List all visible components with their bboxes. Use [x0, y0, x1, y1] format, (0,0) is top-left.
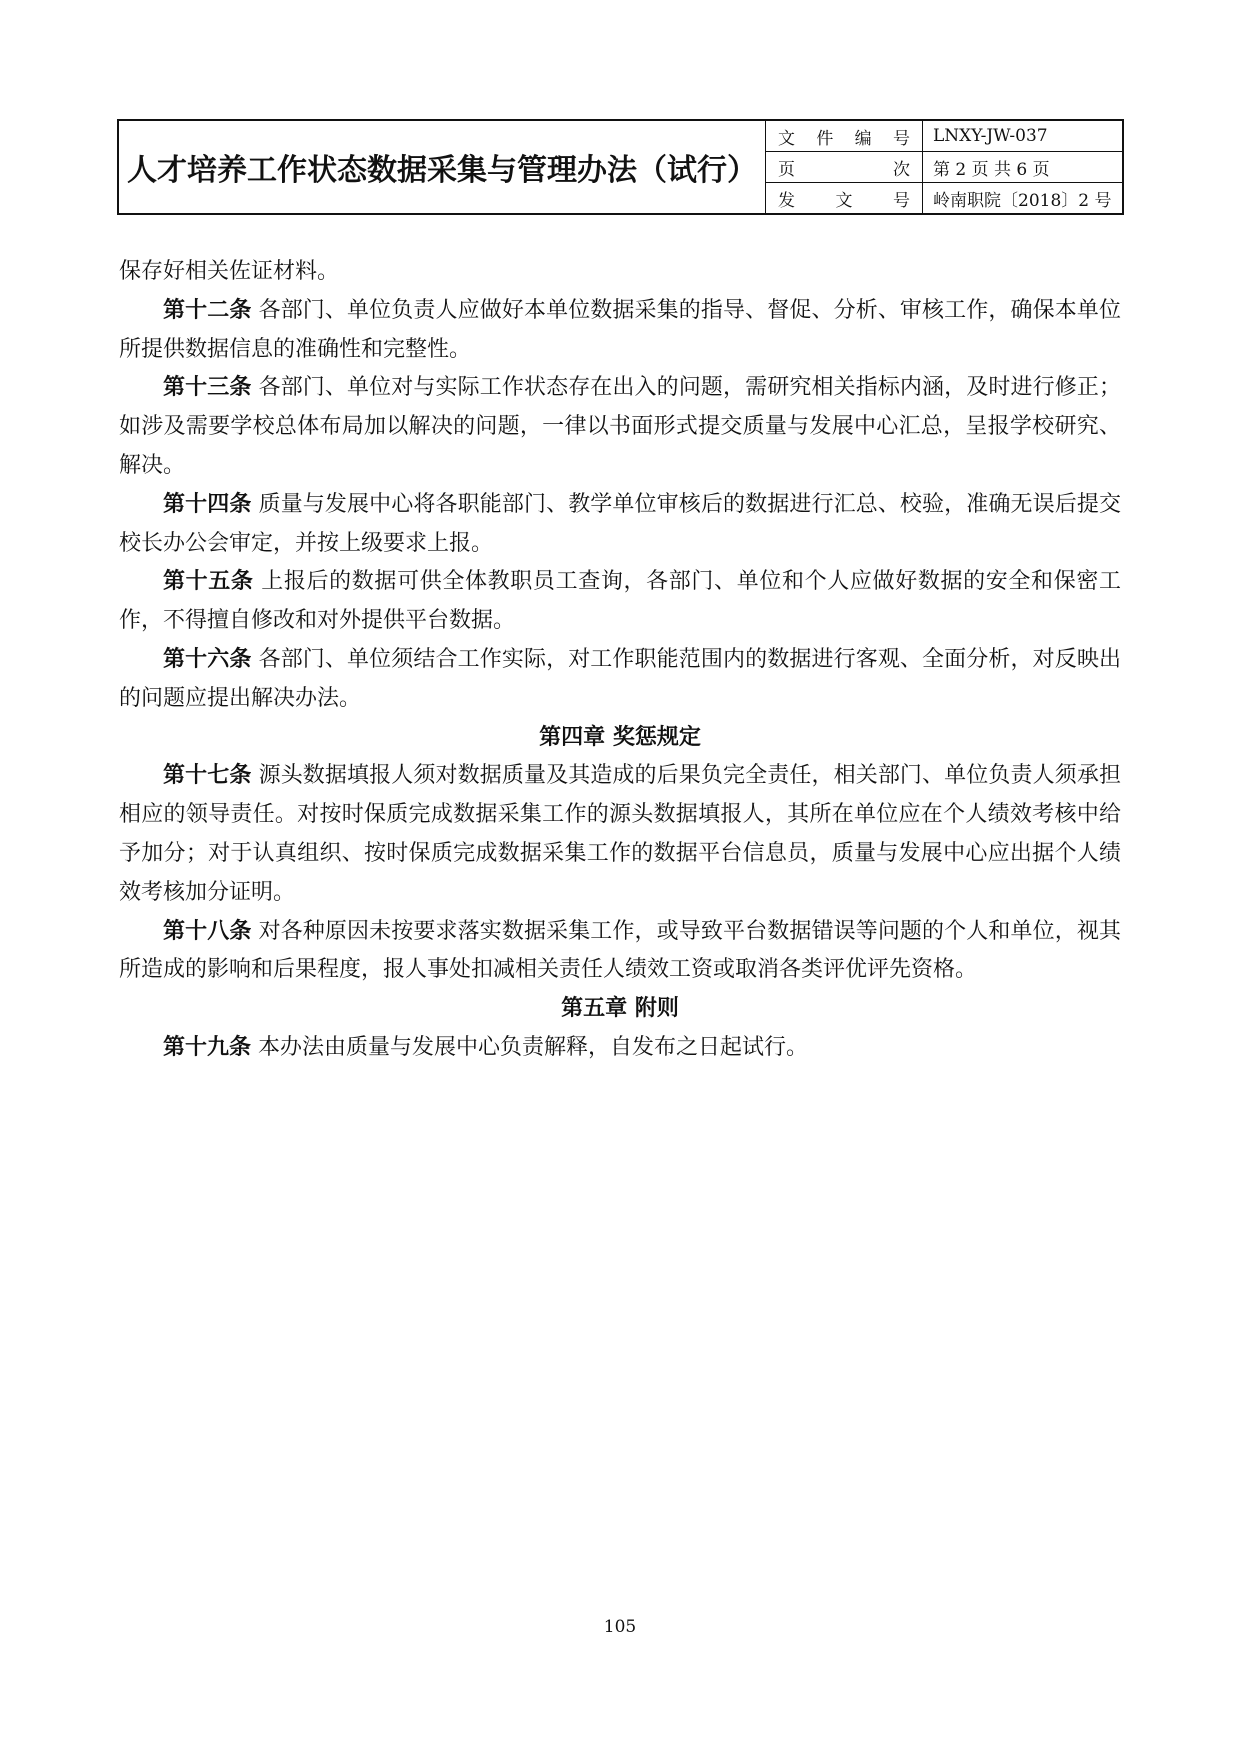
article-18	[119, 913, 1121, 991]
file-number-label: 文件编号	[766, 120, 923, 152]
article-17	[119, 757, 1121, 912]
article-number: 第十七条	[163, 763, 252, 789]
issue-number-label: 发文号	[766, 183, 923, 215]
chapter-heading-4: 第四章 奖惩规定	[539, 724, 701, 750]
article-13	[119, 369, 1121, 485]
file-number-value: LNXY-JW-037	[923, 120, 1124, 152]
article-text: 源头数据填报人须对数据质量及其造成的后果负完全责任，相关部门、单位负责人须承担相应的领导责任。对按时保质完成数据采集工作的源头数据填报人，其所在单位应在个人绩效考核中给予加分；对于认真组织、按时保质完成数据采集工作的数据平台信息员，质量与发展中心应出据个人绩效考核加分证明。	[119, 763, 1121, 905]
article-text: 本办法由质量与发展中心负责解释，自发布之日起试行。	[258, 1034, 809, 1060]
article-text: 质量与发展中心将各职能部门、教学单位审核后的数据进行汇总、校验，准确无误后提交校长办公会审定，并按上级要求上报。	[119, 491, 1121, 556]
article-text: 对各种原因未按要求落实数据采集工作，或导致平台数据错误等问题的个人和单位，视其所造成的影响和后果程度，报人事处扣减相关责任人绩效工资或取消各类评优评先资格。	[119, 918, 1121, 983]
issue-number-value: 岭南职院〔2018〕2 号	[923, 183, 1124, 215]
article-number: 第十五条	[163, 569, 254, 595]
article-text: 各部门、单位对与实际工作状态存在出入的问题，需研究相关指标内涵，及时进行修正；如涉及需要学校总体布局加以解决的问题，一律以书面形式提交质量与发展中心汇总，呈报学校研究、解决。	[119, 375, 1121, 478]
article-16	[119, 641, 1121, 719]
chapter-heading-5: 第五章 附则	[561, 996, 679, 1022]
continuation-paragraph: 保存好相关佐证材料。	[119, 259, 340, 284]
document-body	[119, 253, 1121, 1068]
article-number: 第十六条	[163, 646, 252, 672]
article-text: 各部门、单位负责人应做好本单位数据采集的指导、督促、分析、审核工作，确保本单位所提供数据信息的准确性和完整性。	[119, 297, 1121, 362]
article-number: 第十八条	[163, 918, 252, 944]
page-number: 105	[603, 1617, 637, 1637]
article-15	[119, 563, 1121, 641]
article-text: 各部门、单位须结合工作实际，对工作职能范围内的数据进行客观、全面分析，对反映出的问题应提出解决办法。	[119, 646, 1121, 711]
article-text: 上报后的数据可供全体教职员工查询，各部门、单位和个人应做好数据的安全和保密工作，不得擅自修改和对外提供平台数据。	[119, 569, 1121, 634]
document-header-table	[117, 119, 1124, 215]
page-label: 页次	[766, 152, 923, 183]
article-number: 第十四条	[163, 491, 252, 517]
article-19	[119, 1029, 1121, 1068]
page-value: 第 2 页 共 6 页	[923, 152, 1124, 183]
document-title: 人才培养工作状态数据采集与管理办法（试行）	[118, 120, 766, 214]
article-number: 第十九条	[163, 1034, 252, 1060]
article-number: 第十三条	[163, 375, 252, 401]
article-12	[119, 292, 1121, 370]
article-14	[119, 486, 1121, 564]
article-number: 第十二条	[163, 297, 252, 323]
